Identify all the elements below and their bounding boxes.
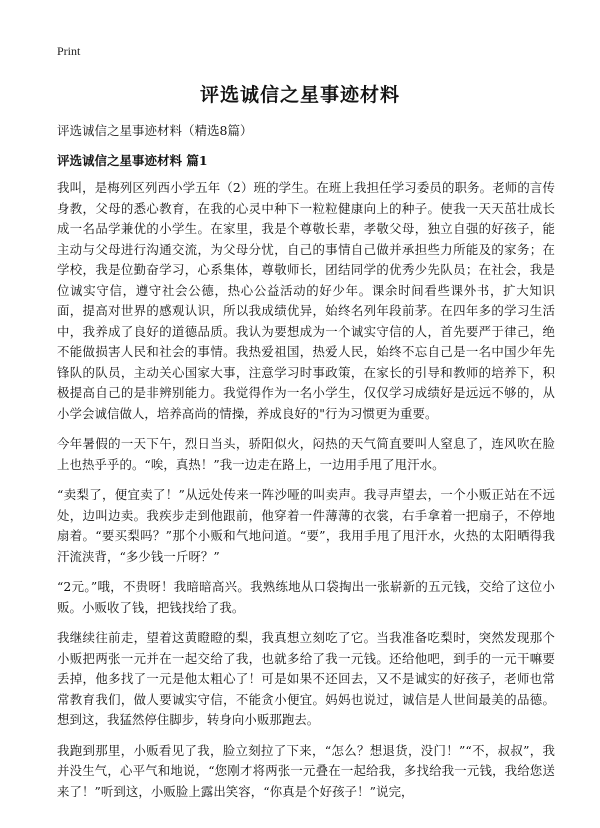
paragraph: 我叫，是梅列区列西小学五年（2）班的学生。在班上我担任学习委员的职务。老师的言传身教，父母的悉心教育，在我的心灵中种下一粒粒健康向上的种子。使我一天天茁壮成长成一名品学兼优的小学生。在家里，我是个尊敬长辈，孝敬父母，独立自强的好孩子，能主动与父母进行沟通交流，为父母分忧，自己的事情自己做并承担些力所能及的家务；在学校，我是位勤奋学习，心系集体，尊敬师长，团结同学的优秀少先队员；在社会，我是位诚实守信，遵守社会公德，热心公益活动的好少年。课余时间看些课外书，扩大知识面，提高对世界的感观认识，所以我成绩优异，始终名列年段前茅。在四年多的学习生活中，我养成了良好的道德品质。我认为要想成为一个诚实守信的人，首先要严于律己，绝不能做损害人民和社会的事情。我热爱祖国，热爱人民，始终不忘自己是一名中国少年先锋队的队员，主动关心国家大事，注意学习时事政策，在家长的引导和教师的培养下，积极提高自己的是非辨别能力。我觉得作为一名小学生，仅仅学习成绩好是远远不够的，从小学会诚信做人，培养高尚的情操，养成良好的"行为习惯更为重要。 (57, 180, 555, 421)
document-subtitle: 评选诚信之星事迹材料（精选8篇） (57, 123, 253, 138)
paragraph: 今年暑假的一天下午，烈日当头，骄阳似火，闷热的天气简直要叫人窒息了，连风吹在脸上也热乎乎的。“唉，真热！”我一边走在路上，一边用手甩了甩汗水。 (57, 436, 555, 472)
document-title: 评选诚信之星事迹材料 (199, 84, 400, 106)
print-link[interactable]: Print (57, 44, 81, 58)
paragraph: “卖梨了，便宜卖了！”从远处传来一阵沙哑的叫卖声。我寻声望去，一个小贩正站在不远处，边叫边卖。我疾步走到他跟前，他穿着一件薄薄的衣裳，右手拿着一把扇子，不停地扇着。“要买梨吗？”那个小贩和气地问道。“要”，我用手甩了甩汗水，火热的太阳晒得我汗流浃背，“多少钱一斤呀？” (57, 487, 555, 564)
paragraph: “2元。”哦，不贵呀！我暗暗高兴。我熟练地从口袋掏出一张崭新的五元钱，交给了这位小贩。小贩收了钱，把钱找给了我。 (57, 579, 555, 615)
section-heading: 评选诚信之星事迹材料 篇1 (57, 153, 208, 168)
article-body (57, 178, 555, 812)
paragraph: 我跑到那里，小贩看见了我，脸立刻拉了下来，“怎么？想退货，没门！”“不，叔叔”，我并没生气，心平气和地说，“您刚才将两张一元叠在一起给我，多找给我一元钱，我给您送来了！”听到这，小贩脸上露出笑容，“你真是个好孩子！”说完， (57, 742, 555, 799)
paragraph: 我继续往前走，望着这黄瞪瞪的梨，我真想立刻吃了它。当我准备吃梨时，突然发现那个小贩把两张一元并在一起交给了我，也就多给了我一元钱。还给他吧，到手的一元干嘛要丢掉，他多找了一元是他太粗心了！可是如果不还回去，又不是诚实的好孩子，老师也常常教育我们，做人要诚实守信，不能贪小便宜。妈妈也说过，诚信是人世间最美的品德。想到这，我猛然停住脚步，转身向小贩那跑去。 (57, 630, 555, 727)
